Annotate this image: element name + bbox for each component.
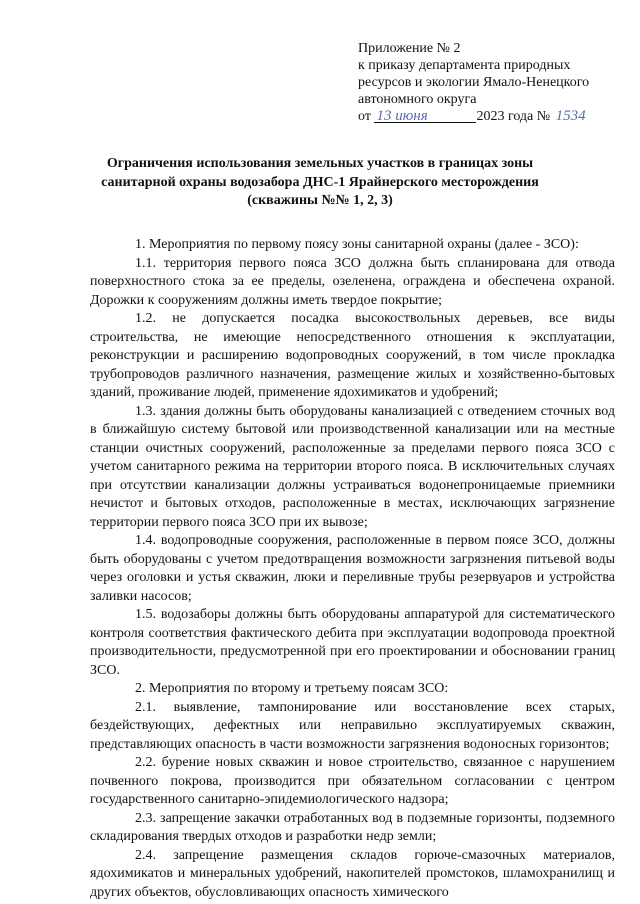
appendix-number: Приложение № 2	[358, 41, 461, 56]
year-text: 2023 года №	[476, 109, 551, 124]
handwritten-date-field	[374, 108, 476, 125]
from-label: от	[358, 109, 371, 124]
appendix-header	[358, 40, 618, 125]
handwritten-number: 1534	[555, 108, 586, 124]
paragraph-2-4: 2.4. запрещение размещения складов горюче-смазочных материалов, ядохимикатов и минеральных удобрений, накопителей промстоков, шламохранилищ и других объектов, обусловливающих опасность химического	[90, 847, 615, 900]
paragraph-1-3: 1.3. здания должны быть оборудованы канализацией с отведением сточных вод в ближайшую систему бытовой или производственной канализации или на местные станции очистных сооружений, расположенные за пределами первого пояса ЗСО с учетом санитарного режима на территории второго пояса. В исключительных случаях при отсутствии канализации должны устраиваться водонепроницаемые приемники нечистот и бытовых отходов, расположенные в местах, исключающих загрязнение территории первого пояса ЗСО при их вывозе;	[90, 403, 615, 530]
document-body	[90, 236, 615, 902]
handwritten-date: 13 июня	[376, 108, 428, 124]
appendix-order-line: к приказу департамента природных	[358, 58, 571, 73]
paragraph-2-2: 2.2. бурение новых скважин и новое строительство, связанное с нарушением почвенного покрова, производится при обязательном согласовании с центром государственного санитарно-эпидемиологического надзора;	[90, 755, 615, 807]
title-line-1: Ограничения использования земельных участков в границах зоны	[106, 156, 534, 171]
appendix-department-line: ресурсов и экологии Ямало-Ненецкого	[358, 75, 590, 90]
section-1-heading: 1. Мероприятия по первому поясу зоны санитарной охраны (далее - ЗСО):	[135, 237, 579, 252]
paragraph-1-1: 1.1. территория первого пояса ЗСО должна быть спланирована для отвода поверхностного стока за ее пределы, озеленена, ограждена и обеспечена охраной. Дорожки к сооружениям должны иметь твердое покрытие;	[90, 255, 615, 308]
paragraph-2-1: 2.1. выявление, тампонирование или восстановление всех старых, бездействующих, дефектных или неправильно эксплуатируемых скважин, представляющих опасность в части возможности загрязнения водоносных горизонтов;	[90, 699, 615, 752]
paragraph-1-4: 1.4. водопроводные сооружения, расположенные в первом поясе ЗСО, должны быть оборудованы с учетом предотвращения возможности загрязнения питьевой воды через оголовки и устья скважин, люки и переливные трубы резервуаров и устройства заливки насосов;	[90, 533, 615, 604]
appendix-region-line: автономного округа	[358, 92, 477, 107]
section-2-heading: 2. Мероприятия по второму и третьему поясам ЗСО:	[135, 681, 449, 696]
paragraph-2-3: 2.3. запрещение закачки отработанных вод в подземные горизонты, подземного складирования твердых отходов и разработки недр земли;	[90, 810, 615, 844]
document-title	[80, 155, 560, 211]
title-line-2: санитарной охраны водозабора ДНС-1 Ярайнерского месторождения	[101, 174, 539, 190]
handwritten-number-field	[554, 108, 608, 125]
title-line-3: (скважины №№ 1, 2, 3)	[247, 193, 393, 208]
paragraph-1-2: 1.2. не допускается посадка высокоствольных деревьев, все виды строительства, не имеющие непосредственного отношения к эксплуатации, реконструкции и расширению водопроводных сооружений, в том числе прокладка трубопроводов различного назначения, размещение жилых и хозяйственно-бытовых зданий, проживание людей, применение ядохимикатов и удобрений;	[90, 311, 615, 400]
appendix-date-line	[358, 108, 618, 125]
paragraph-1-5: 1.5. водозаборы должны быть оборудованы аппаратурой для систематического контроля соответствия фактического дебита при эксплуатации водопровода проектной производительности, предусмотренной при его проектировании и обосновании границ ЗСО.	[90, 607, 615, 678]
